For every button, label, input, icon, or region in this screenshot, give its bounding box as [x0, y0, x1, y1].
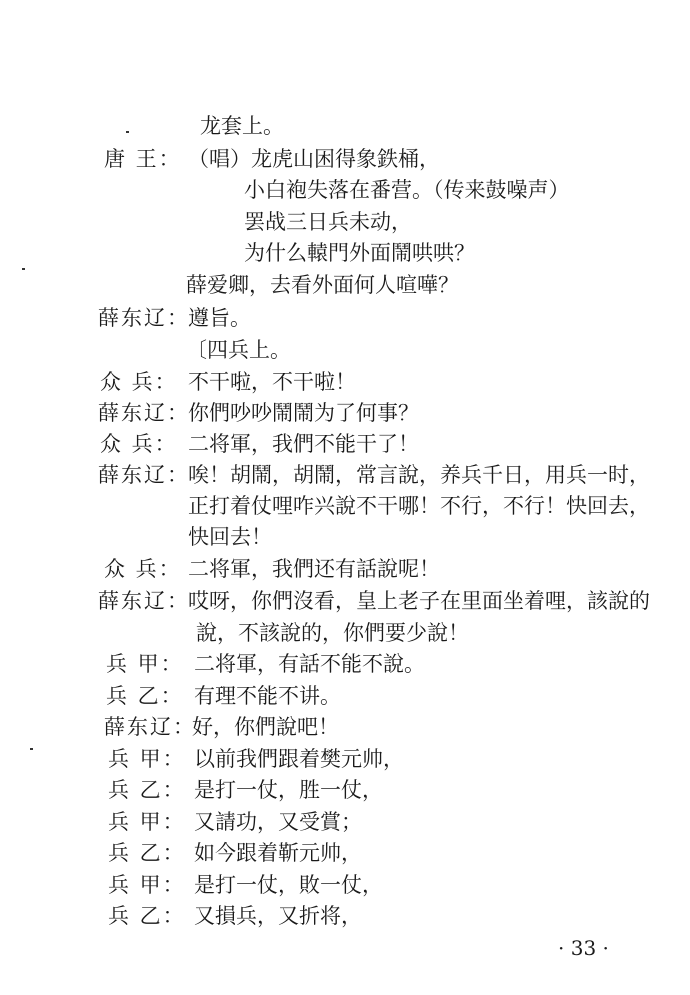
dialogue-line: （唱）龙虎山困得象鉄桶，: [188, 147, 440, 171]
dialogue-line: 哎呀，你們沒看，皇上老子在里面坐着哩，該說的: [188, 589, 650, 613]
dialogue-line: 二将軍，我們不能干了！: [188, 432, 419, 456]
dialogue-line: 薛爱卿，去看外面何人喧嘩？: [186, 273, 459, 297]
dialogue-line: 小白袍失落在番营。（传来鼓噪声）: [244, 178, 570, 202]
speaker-label: 兵 甲：: [108, 873, 186, 897]
dialogue-line: 如今跟着靳元帅，: [194, 841, 362, 865]
speaker-label: 兵 乙：: [108, 904, 186, 928]
speaker-label: 薛东辽：: [98, 463, 190, 487]
speaker-label: 唐 王：: [104, 147, 182, 171]
stage-direction: 〔四兵上。: [186, 338, 291, 362]
speaker-label: 兵 乙：: [108, 778, 186, 802]
speaker-label: 薛东辽：: [98, 401, 190, 425]
speaker-label: 薛东辽：: [98, 589, 190, 613]
speaker-label: 兵 甲：: [106, 652, 184, 676]
dialogue-line: 唉！胡鬧，胡鬧，常言說，养兵千日，用兵一时，: [188, 463, 650, 487]
dialogue-line: 不干啦，不干啦！: [188, 370, 356, 394]
speaker-label: 薛东辽：: [98, 306, 190, 330]
dialogue-line: 正打着仗哩咋兴說不干哪！不行，不行！快回去，: [188, 494, 650, 518]
print-speck: [126, 131, 129, 133]
dialogue-line: 有理不能不讲。: [194, 684, 341, 708]
speaker-label: 兵 乙：: [108, 841, 186, 865]
dialogue-line: 說，不該說的，你們要少說！: [196, 621, 469, 645]
dialogue-line: 是打一仗，敗一仗，: [194, 873, 383, 897]
dialogue-line: 是打一仗，胜一仗，: [194, 778, 383, 802]
dialogue-line: 以前我們跟着樊元帅，: [194, 747, 404, 771]
dialogue-line: 又請功，又受賞；: [194, 810, 362, 834]
dialogue-line: 你們吵吵鬧鬧为了何事？: [188, 401, 419, 425]
speaker-label: 众 兵：: [100, 432, 178, 456]
speaker-label: 兵 乙：: [106, 684, 184, 708]
speaker-label: 兵 甲：: [108, 810, 186, 834]
dialogue-line: 好，你們說吧！: [192, 715, 339, 739]
speaker-label: 兵 甲：: [108, 747, 186, 771]
speaker-label: 薛东辽：: [104, 715, 196, 739]
page-number: · 33 ·: [558, 936, 609, 960]
dialogue-line: 为什么轅門外面鬧哄哄？: [244, 241, 475, 265]
dialogue-line: 又損兵，又折将，: [194, 904, 362, 928]
dialogue-line: 罢战三日兵未动，: [244, 210, 412, 234]
speaker-label: 众 兵：: [104, 557, 182, 581]
stage-direction: 龙套上。: [200, 114, 284, 138]
print-speck: [22, 268, 25, 270]
print-speck: [30, 748, 33, 750]
speaker-label: 众 兵：: [100, 370, 178, 394]
dialogue-line: 二将軍，我們还有話說呢！: [188, 557, 440, 581]
dialogue-line: 快回去！: [188, 525, 272, 549]
dialogue-line: 二将軍，有話不能不說。: [194, 652, 425, 676]
dialogue-line: 遵旨。: [188, 306, 251, 330]
